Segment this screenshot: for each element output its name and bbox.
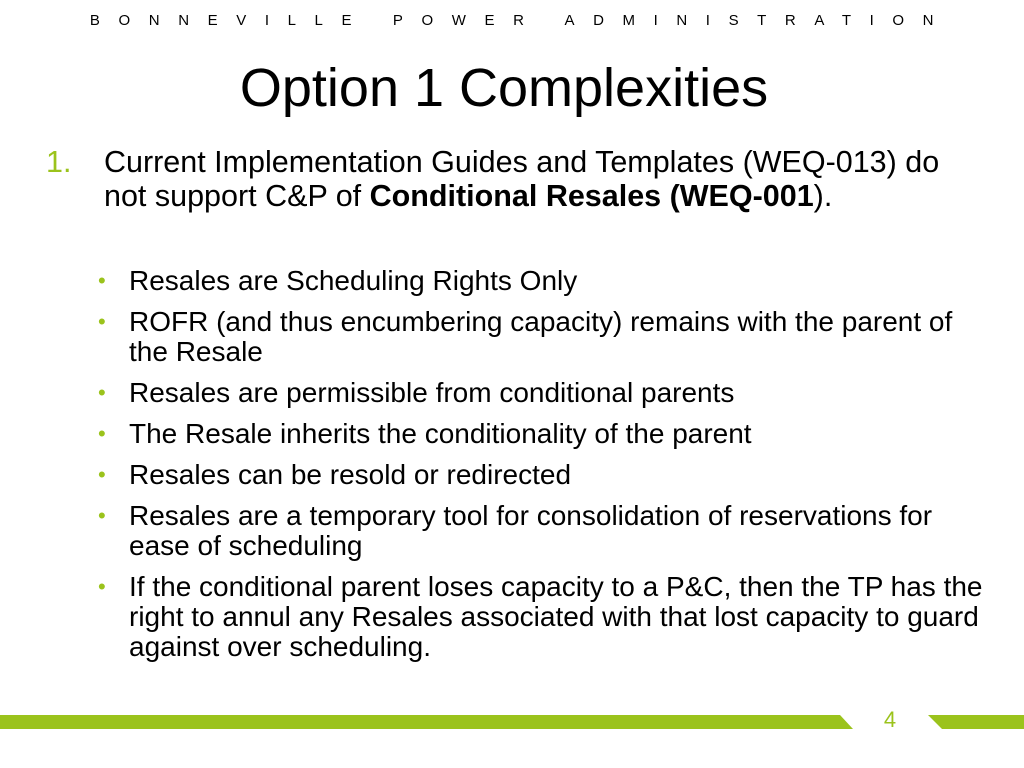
footer-band [0,712,1024,732]
list-item-text: Resales are permissible from conditional parents [129,377,735,408]
list-item-text: Resales can be resold or redirected [129,459,572,490]
list-item-text: The Resale inherits the conditionality of the parent [129,418,752,449]
list-item-text: Resales are a temporary tool for consolidation of reservations for ease of scheduling [129,500,933,561]
sub-bullet-list [98,266,998,673]
bullet-icon: • [98,268,106,293]
list-item [98,266,998,296]
footer-bar-right [928,715,1024,729]
list-item [98,307,998,367]
list-item-text: Resales are Scheduling Rights Only [129,265,578,296]
slide-number: 4 [883,707,897,732]
number-marker: 1. [46,145,72,179]
list-item [98,378,998,408]
numbered-item-text-bold: Conditional Resales (WEQ-001 [369,179,814,213]
numbered-item-text-end: ). [813,179,833,213]
list-item [98,419,998,449]
list-item-text: If the conditional parent loses capacity to a P&C, then the TP has the right to annul any Resales associated with that lost capacity to guard against over scheduling. [129,571,983,662]
bullet-icon: • [98,421,106,446]
list-item [98,572,998,662]
list-item [98,460,998,490]
org-header: BONNEVILLE POWER ADMINISTRATION [89,12,953,29]
footer-bars [0,712,1024,732]
numbered-item-text [104,145,944,213]
bullet-icon: • [98,574,106,599]
bullet-icon: • [98,380,106,405]
list-item [98,501,998,561]
bullet-icon: • [98,503,106,528]
slide-title: Option 1 Complexities [239,58,769,118]
bullet-icon: • [98,309,106,334]
list-item-text: ROFR (and thus encumbering capacity) remains with the parent of the Resale [129,306,953,367]
numbered-item-text-plain: Current Implementation Guides and Templates (WEQ-013) do not support C&P of [104,145,940,213]
bullet-icon: • [98,462,106,487]
footer-bar-left [0,715,853,729]
